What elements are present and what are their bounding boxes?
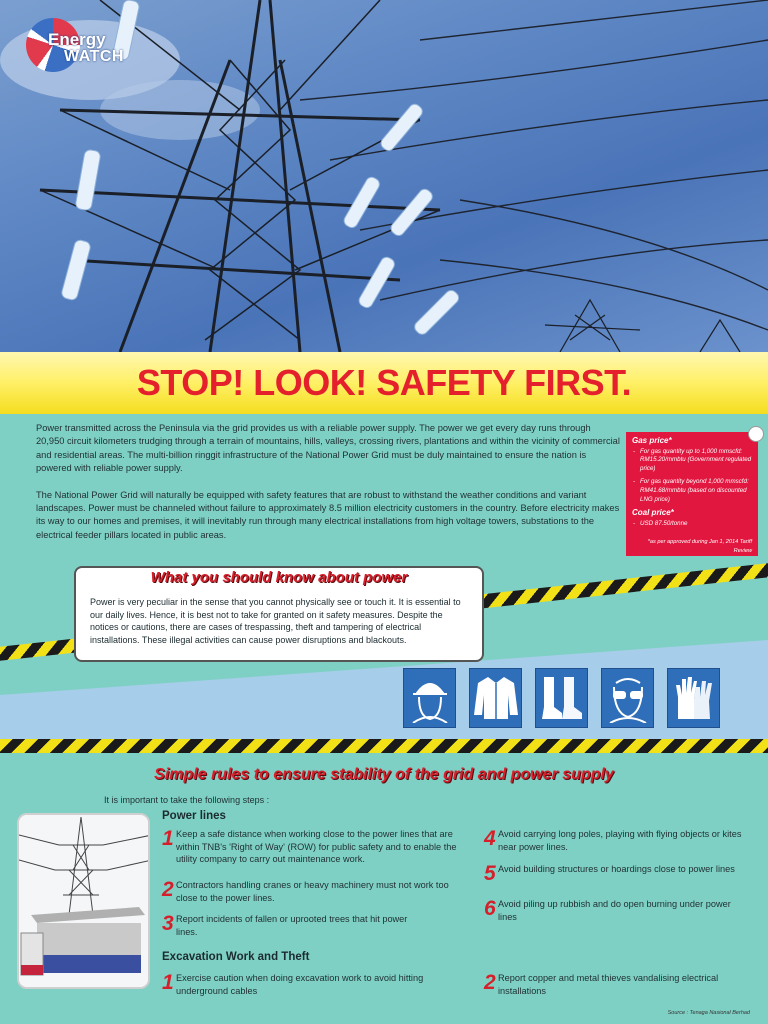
price-note-box [626,432,758,556]
gas-price-item: - For gas quantity up to 1,000 mmscfd: RM15.20/mmbtu (Government regulated price) [632,448,752,474]
rule-number: 2 [484,971,496,994]
know-about-power-body: Power is very peculiar in the sense that you cannot physically see or touch it. It is essential to our daily lives. Hence, it is best not to take for granted on it safety measures. Despite the notices or cautions, there are cases of trespassing, theft and tampering of electrical installations. These illegal activities can cause power disruptions and blackouts. [90,597,461,645]
list-item [162,913,422,938]
rule-text: Avoid building structures or hoardings close to power lines [498,864,735,874]
rules-subtitle: It is important to take the following steps : [104,795,270,805]
gas-price-heading: Gas price* [632,436,672,445]
price-footnote: *as per approved during Jan 1, 2014 Tariff Review [647,539,752,554]
title-band [0,352,768,414]
list-item [484,972,744,997]
rule-text: Report copper and metal thieves vandalising electrical installations [498,973,719,996]
intro-paragraph-1: Power transmitted across the Peninsula via the grid provides us with a reliable power supply. The power we get every day runs through 20,950 circuit kilometers trudging through a terrain of mountains, hills, valleys, crossing rivers, plantations and within the vicinity of commercial and residential areas. The multi-billion ringgit infrastructure of the National Power Grid must be duly maintained to ensure the nation is powered with reliable power supply. [36,423,620,474]
power-lines-heading: Power lines [162,810,226,822]
safety-boots-icon [535,668,588,728]
rule-text: Keep a safe distance when working close to the power lines that are within TNB's 'Right of Way' (ROW) for public safety and to enable the utility company to carry out maintenance work. [176,829,457,864]
page-title: STOP! LOOK! SAFETY FIRST. [136,362,632,403]
list-item [484,898,744,923]
rule-text: Avoid carrying long poles, playing with flying objects or kites near power lines. [498,829,742,852]
intro-text [36,422,620,542]
hazard-stripe-lower [0,739,768,753]
protective-jacket-icon [469,668,522,728]
hard-hat-icon [403,668,456,728]
safety-goggles-icon [601,668,654,728]
rules-title: Simple rules to ensure stability of the grid and power supply [154,766,614,783]
excavation-heading: Excavation Work and Theft [162,951,310,963]
know-about-power-box [74,566,484,662]
rule-number: 2 [162,878,174,901]
rule-number: 3 [162,912,174,935]
gas-price-item: - For gas quantity beyond 1,000 mmscfd: RM41.68/mmbtu (based on discounted LNG price) [632,478,752,504]
rule-number: 5 [484,862,496,885]
intro-paragraph-2: The National Power Grid will naturally be equipped with safety features that are robust to withstand the weather conditions and variant landscapes. Power must be channeled without failure to approximately 8.5 million electricity customers in the country. Before electricity makes its way to our homes and premises, it will inevitably run through many electrical installations from high voltage towers, substations to the electrical feeder pillars located in public areas. [36,489,620,540]
energy-watch-logo [26,18,146,74]
rule-number: 4 [484,827,496,850]
pushpin-icon [748,426,764,442]
source-credit: Source : Tenaga Nasional Berhad [667,1010,750,1016]
list-item [162,972,472,997]
list-item [162,828,472,866]
list-item [484,863,744,884]
list-item [162,879,462,904]
safety-gloves-icon [667,668,720,728]
rule-text: Exercise caution when doing excavation work to avoid hitting underground cables [176,973,424,996]
ppe-icon-row [403,668,723,730]
logo-word-watch: WATCH [64,48,124,65]
rule-text: Report incidents of fallen or uprooted trees that hit power lines. [176,914,408,937]
rule-number: 1 [162,971,174,994]
rule-text: Avoid piling up rubbish and do open burning under power lines [498,899,731,922]
rule-number: 6 [484,897,496,920]
list-item [484,828,744,853]
coal-price-heading: Coal price* [632,508,674,518]
coal-price-item: - USD 87.50/tonne [632,520,752,529]
rule-number: 1 [162,827,174,850]
substation-photo [17,813,150,989]
hero-photo [0,0,768,352]
know-about-power-title: What you should know about power [150,569,408,586]
logo-word-energy: Energy [48,30,106,49]
rule-text: Contractors handling cranes or heavy machinery must not work too close to the power lines. [176,880,449,903]
